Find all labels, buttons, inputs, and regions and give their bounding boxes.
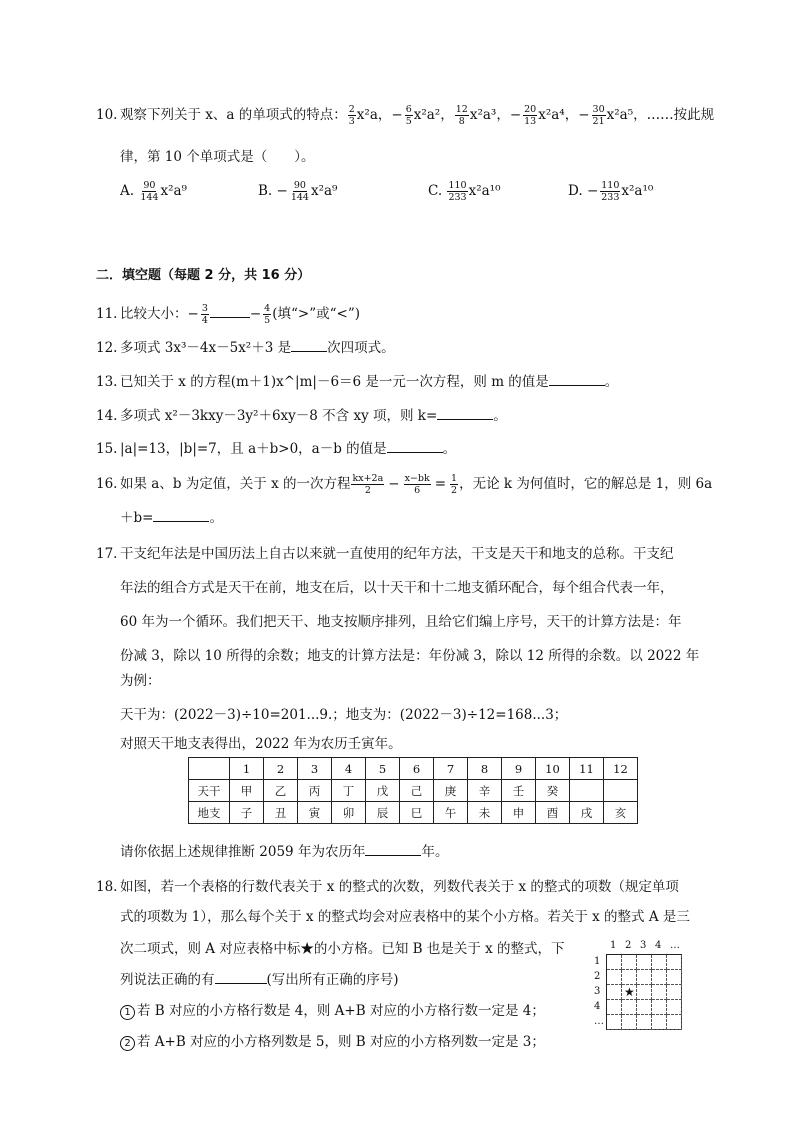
grid-cell: [637, 970, 652, 985]
q10-term-fraction: $\frac{20}{13}$: [524, 104, 537, 127]
q12-answer-blank[interactable]: [291, 339, 327, 352]
table-cell: 亥: [604, 802, 638, 824]
q11-number: 11.: [96, 306, 118, 322]
q18-number-line: [96, 877, 120, 897]
section-heading: [96, 266, 310, 286]
q12-number: 12.: [96, 340, 118, 356]
q15-text: |a|=13，|b|=7，且 a＋b>0，a－b 的值是: [120, 441, 387, 457]
grid-cell: [667, 1015, 682, 1030]
q18-line4: [120, 970, 399, 990]
table-cell: 子: [230, 802, 264, 824]
q10-option-fraction: $\frac{90}{144}$: [290, 180, 309, 203]
q10-sequence: $\frac{2}{3}$ x²a，− $\frac{6}{5}$ x²a²， $\frac{12}{8}$ x²a³，− $\frac{20}{13}$ x²a⁴，− $\frac{30}{21}$ x²a⁵，: [348, 104, 647, 127]
q10-option-monomial: x²a⁹: [310, 183, 338, 199]
q17-text-line: 年法的组合方式是天干在前，地支在后，以十天干和十二地支循环配合，每个组合代表一年，: [120, 580, 674, 596]
table-cell: 壬: [502, 780, 536, 802]
grid-cell: [607, 985, 622, 1000]
section-title: 二．填空题（每题 2 分，共 16 分）: [96, 268, 311, 283]
table-corner-cell: [189, 758, 230, 780]
q10-term-fraction: $\frac{2}{3}$: [348, 104, 355, 127]
q13: [96, 372, 618, 392]
q10-option-label: B.: [258, 183, 277, 199]
q16-line1: 16. 如果 a、b 为定值，关于 x 的一次方程 $\frac{kx+2a}{2}$ − $\frac{x-bk}{6}$ = $\frac{1}{2}$ ，无论 k 为何值时，它的解总是 1，则 6a: [96, 473, 713, 496]
table-row: [189, 780, 638, 802]
q16-fraction-3: $\frac{1}{2}$: [451, 473, 458, 496]
q17-text-line: 为例：: [120, 673, 161, 689]
grid-cell: [622, 970, 637, 985]
q17-number: 17.: [96, 546, 118, 562]
table-cell: 丁: [332, 780, 366, 802]
q18-grid-figure: [590, 940, 700, 1050]
q14-text-end: 。: [493, 408, 507, 424]
table-cell: 己: [400, 780, 434, 802]
q11-answer-blank[interactable]: [210, 305, 250, 318]
q18-option-item: [120, 1001, 545, 1021]
table-cell: 乙: [264, 780, 298, 802]
q15-answer-blank[interactable]: [387, 440, 443, 453]
table-cell: 戌: [570, 802, 604, 824]
q17-ask-text: 请你依据上述规律推断 2059 年为农历年: [120, 844, 366, 860]
table-col-number: 1: [230, 758, 264, 780]
table-cell: 癸: [536, 780, 570, 802]
table-cell: 寅: [298, 802, 332, 824]
grid-row-label: 1: [594, 956, 601, 967]
q10-option-monomial: x²a⁹: [160, 183, 187, 199]
table-cell: 未: [468, 802, 502, 824]
q17-ask: [120, 842, 448, 862]
q18-option-text: 若 A+B 对应的小方格列数是 5，则 B 对应的小方格列数一定是 3；: [137, 1034, 545, 1050]
q16-fraction-2: $\frac{x-bk}{6}$: [404, 473, 430, 496]
q10-option[interactable]: B. − $\frac{90}{144}$ x²a⁹: [258, 180, 338, 203]
q10-line2: [120, 147, 315, 167]
grid-cell: [637, 955, 652, 970]
grid-cell: [607, 970, 622, 985]
q17-text-line: 份减 3，除以 10 所得的余数；地支的计算方法是：年份减 3，除以 12 所得的余数。以 2022 年: [120, 648, 700, 664]
star-marker-icon: ★: [624, 985, 635, 999]
table-row: [189, 802, 638, 824]
q10-term-monomial: x²a²，: [413, 107, 454, 123]
q10-option-label: A.: [120, 183, 139, 199]
grid-row-label: 3: [594, 986, 601, 997]
grid-cell: [622, 1000, 637, 1015]
q15-number: 15.: [96, 441, 118, 457]
table-cell: 午: [434, 802, 468, 824]
q10-question-line: 律，第 10 个单项式是（ ）。: [120, 149, 315, 165]
q18-answer-blank[interactable]: [215, 971, 267, 984]
q14-number: 14.: [96, 408, 118, 424]
q16-text: 如果 a、b 为定值，关于 x 的一次方程: [120, 476, 351, 492]
table-col-number: 8: [468, 758, 502, 780]
table-row-head: 天干: [189, 780, 230, 802]
q16-text-end: ，无论 k 为何值时，它的解总是 1，则 6a: [459, 476, 713, 492]
q11-text: 比较大小：: [120, 306, 188, 322]
q12: [96, 338, 395, 358]
q10-option-fraction: $\frac{110}{233}$: [601, 180, 620, 203]
table-cell: 庚: [434, 780, 468, 802]
grid-cell: [652, 1015, 667, 1030]
q16-number: 16.: [96, 476, 118, 492]
q16-fraction-1: $\frac{kx+2a}{2}$: [352, 473, 384, 496]
q10-line1: [96, 104, 714, 127]
q10-term-monomial: x²a⁴，: [538, 107, 579, 123]
table-cell: 巳: [400, 802, 434, 824]
q10-term-fraction: $\frac{30}{21}$: [592, 104, 605, 127]
q18-text-line: 式的项数为 1），那么每个关于 x 的整式均会对应表格中的某个小方格。若关于 x 的整式 A 是三: [120, 909, 690, 925]
grid-cell: [637, 1015, 652, 1030]
table-cell: 甲: [230, 780, 264, 802]
q10-term-monomial: x²a⁵，: [606, 107, 647, 123]
option-number-circle: 2: [120, 1036, 135, 1051]
table-col-number: 2: [264, 758, 298, 780]
q10-term-fraction: $\frac{12}{8}$: [455, 104, 468, 127]
q10-option-label: C.: [428, 183, 447, 199]
q14-answer-blank[interactable]: [437, 407, 493, 420]
q13-text-end: 。: [604, 374, 619, 390]
grid-row-label: 2: [594, 971, 601, 982]
q10-option-fraction: $\frac{90}{144}$: [140, 180, 159, 203]
q17-text-line: 干支纪年法是中国历法上自古以来就一直使用的纪年方法，干支是天干和地支的总称。干支纪: [120, 546, 674, 562]
grid-cell: [667, 955, 682, 970]
q18-number: 18.: [96, 879, 118, 895]
q13-number: 13.: [96, 374, 118, 390]
grid-row-label: …: [594, 1016, 604, 1027]
grid-row-label: 4: [594, 1001, 601, 1012]
grid-cell: [607, 1000, 622, 1015]
table-header-row: [189, 758, 638, 780]
table-cell: 酉: [536, 802, 570, 824]
q13-answer-blank[interactable]: [549, 373, 605, 386]
q11: 11. 比较大小：− $\frac{3}{4}$ − $\frac{4}{5}$ (填“>”或“<”): [96, 303, 360, 326]
table-col-number: 7: [434, 758, 468, 780]
table-col-number: 4: [332, 758, 366, 780]
grid-cell: [607, 955, 622, 970]
q18-text-line: 次二项式，则 A 对应表格中标★的小方格。已知 B 也是关于 x 的整式，下: [120, 941, 565, 957]
grid-cell: [652, 970, 667, 985]
grid-col-label: 2: [625, 940, 632, 951]
q10-after: ……按此规: [646, 107, 715, 123]
q18-option-item: [120, 1032, 545, 1052]
grid-cell: [652, 955, 667, 970]
q14-text: 多项式 x²－3kxy－3y²＋6xy－8 不含 xy 项，则 k=: [120, 408, 438, 424]
q10-option[interactable]: [428, 180, 500, 203]
table-col-number: 5: [366, 758, 400, 780]
grid-cell: [622, 1015, 637, 1030]
q10-options: [120, 180, 720, 204]
q11-hint: (填“>”或“<”): [272, 306, 360, 322]
table-cell: [604, 780, 638, 802]
q15-text-end: 。: [442, 441, 457, 457]
grid-cell: [607, 1015, 622, 1030]
table-cell: 卯: [332, 802, 366, 824]
q17-text-line: 60 年为一个循环。我们把天干、地支按顺序排列，且给它们编上序号，天干的计算方法是：年: [120, 614, 682, 630]
q10-lead: 观察下列关于 x、a 的单项式的特点：: [120, 107, 347, 123]
table-col-number: 12: [604, 758, 638, 780]
q18-line4-text: 列说法正确的有: [120, 972, 215, 988]
q16-line2-end: 。: [209, 510, 223, 526]
q10-option-label: D.: [568, 183, 587, 199]
q10-option-monomial: x²a¹⁰: [468, 183, 501, 199]
q18-option-text: 若 B 对应的小方格行数是 4，则 A+B 对应的小方格行数一定是 4；: [137, 1003, 545, 1019]
table-col-number: 9: [502, 758, 536, 780]
table-col-number: 6: [400, 758, 434, 780]
q16-line2: [120, 508, 223, 528]
table-cell: 丙: [298, 780, 332, 802]
q10-option[interactable]: D. − $\frac{110}{233}$ x²a¹⁰: [568, 180, 654, 203]
q10-term-monomial: x²a，: [356, 107, 392, 123]
q10-option-list: [120, 180, 720, 204]
q11-fraction-2: $\frac{4}{5}$: [264, 303, 271, 326]
grid-cell: [637, 985, 652, 1000]
q15: [96, 439, 456, 459]
table-row-head: 地支: [189, 802, 230, 824]
q16-line2-text: ＋b=: [120, 510, 154, 526]
q10-option[interactable]: [120, 180, 187, 203]
grid-cell: [667, 1000, 682, 1015]
q17-text-line: 对照天干地支表得出，2022 年为农历壬寅年。: [120, 736, 402, 752]
table-cell: 戊: [366, 780, 400, 802]
q17-text-line: 天干为：(2022－3)÷10=201...9.；地支为：(2022－3)÷12=168...3；: [120, 707, 568, 723]
grid-cell: [652, 985, 667, 1000]
grid-cell: [667, 985, 682, 1000]
q18-text-line: 如图，若一个表格的行数代表关于 x 的整式的次数，列数代表关于 x 的整式的项数（规定单项: [120, 879, 679, 895]
table-cell: 辛: [468, 780, 502, 802]
q10-option-monomial: x²a¹⁰: [621, 183, 654, 199]
option-number-circle: 1: [120, 1005, 135, 1020]
q18-line4-hint: (写出所有正确的序号): [266, 972, 399, 988]
table-cell: 丑: [264, 802, 298, 824]
grid-col-label: …: [670, 940, 680, 951]
q17-answer-blank[interactable]: [365, 843, 421, 856]
q10-number: 10.: [96, 107, 118, 123]
q16-answer-blank[interactable]: [153, 509, 209, 522]
q17-number-line: [96, 544, 120, 564]
grid-col-label: 1: [610, 940, 617, 951]
q13-text: 已知关于 x 的方程(m＋1)x^|m|－6＝6 是一元一次方程，则 m 的值是: [120, 374, 549, 390]
q12-text-end: 次四项式。: [327, 340, 395, 356]
q11-fraction-1: $\frac{3}{4}$: [201, 303, 208, 326]
grid-cell: [622, 955, 637, 970]
grid-col-label: 4: [655, 940, 662, 951]
ganzhi-table: [188, 757, 638, 824]
table-col-number: 3: [298, 758, 332, 780]
table-cell: [570, 780, 604, 802]
grid-cell: [652, 1000, 667, 1015]
q10-term-fraction: $\frac{6}{5}$: [405, 104, 412, 127]
q14: [96, 406, 507, 426]
q12-text: 多项式 3x³－4x－5x²＋3 是: [120, 340, 292, 356]
q10-option-fraction: $\frac{110}{233}$: [448, 180, 467, 203]
table-cell: 申: [502, 802, 536, 824]
table-cell: 辰: [366, 802, 400, 824]
table-col-number: 10: [536, 758, 570, 780]
table-col-number: 11: [570, 758, 604, 780]
q17-ask-end: 年。: [421, 844, 449, 860]
grid-cell: [667, 970, 682, 985]
q10-term-monomial: x²a³，: [469, 107, 510, 123]
grid-cell: [637, 1000, 652, 1015]
grid-col-label: 3: [640, 940, 647, 951]
